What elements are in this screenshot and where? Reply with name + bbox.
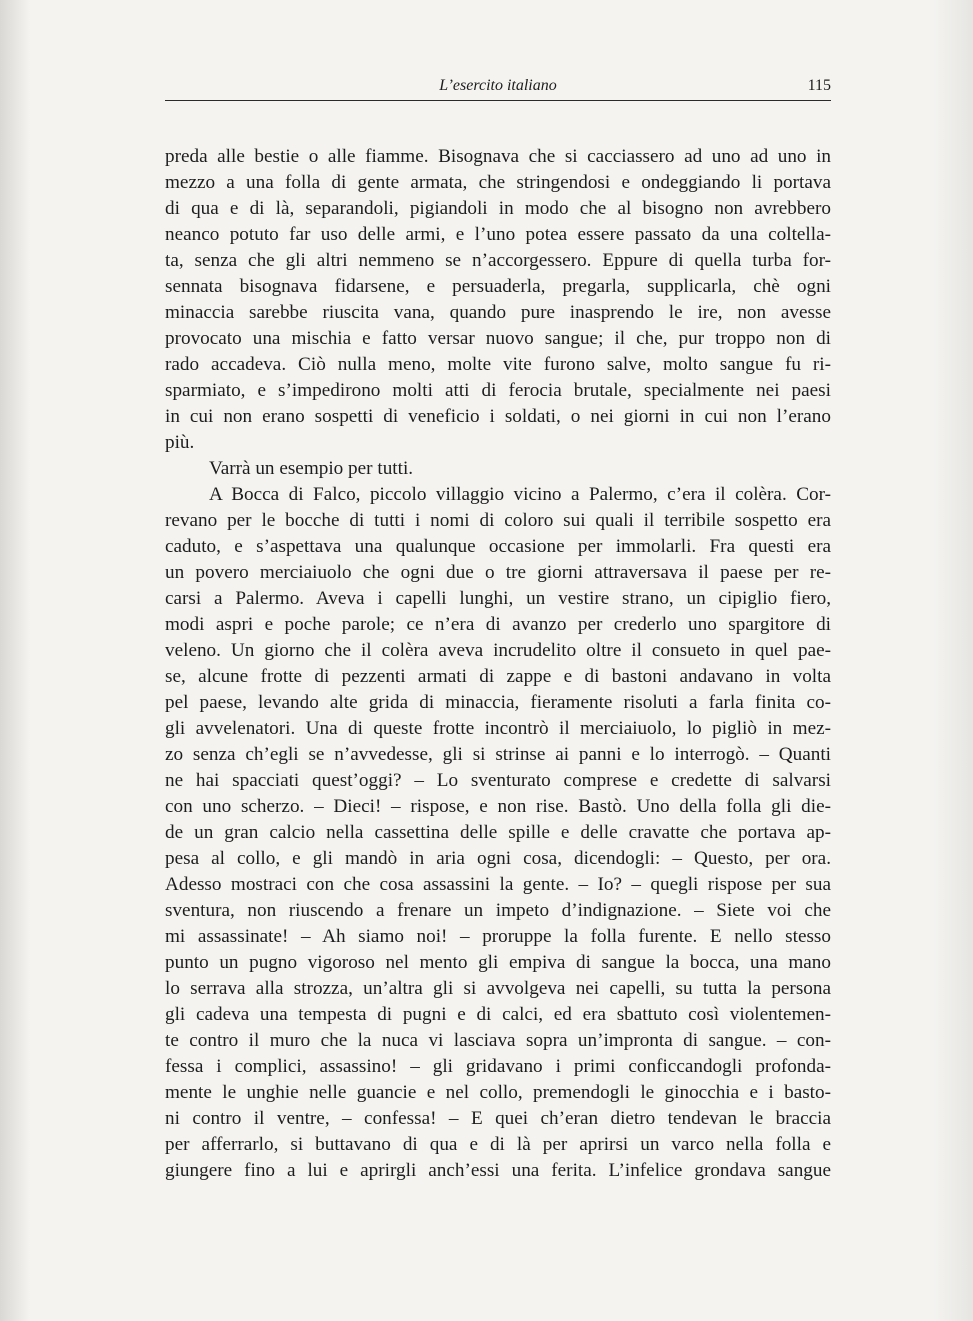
text-line: modi aspri e poche parole; ce n’era di avanzo per crederlo uno spargitore di [165,614,831,635]
text-line: neanco potuto far uso delle armi, e l’uno potea essere passato da una coltella- [165,224,831,245]
text-line: revano per le bocche di tutti i nomi di coloro sui quali il terribile sospetto era [165,510,831,531]
paragraph [165,482,831,1184]
text-line: punto un pugno vigoroso nel mento gli empiva di sangue la bocca, una mano [165,952,831,973]
text-line: te contro il muro che la nuca vi lasciava sopra un’impronta di sangue. – con- [165,1030,831,1051]
text-line: minaccia sarebbe riuscita vana, quando pure inasprendo le ire, non avesse [165,302,831,323]
text-line: ne hai spacciati quest’oggi? – Lo sventurato comprese e credette di salvarsi [165,770,831,791]
running-title: L’esercito italiano [439,77,557,94]
paragraph [165,456,831,482]
text-line: lo serrava alla strozza, un’altra gli si avvolgeva nei capelli, su tutta la persona [165,978,831,999]
text-line: rado accadeva. Ciò nulla meno, molte vite furono salve, molto sangue fu ri- [165,354,831,375]
text-line: con uno scherzo. – Dieci! – rispose, e non rise. Bastò. Uno della folla gli die- [165,796,831,817]
text-line: caduto, e s’aspettava una qualunque occasione per immolarli. Fra questi era [165,536,831,557]
text-line: zo senza ch’egli se n’avvedesse, gli si strinse ai panni e lo interrogò. – Quanti [165,744,831,765]
text-line: mi assassinate! – Ah siamo noi! – proruppe la folla furente. E nello stesso [165,926,831,947]
page-header [165,76,831,101]
text-line: veleno. Un giorno che il colèra aveva incrudelito oltre il consueto in quel pae- [165,640,831,661]
text-line: un povero merciaiuolo che ogni due o tre giorni attraversava il paese per re- [165,562,831,583]
page-edge-shadow-left [0,0,30,1321]
text-line: per afferrarlo, si buttavano di qua e di là per aprirsi un varco nella folla e [165,1134,831,1155]
text-line: sparmiato, e s’impedirono molti atti di ferocia brutale, specialmente nei paesi [165,380,831,401]
text-line: pesa al collo, e gli mandò in aria ogni cosa, dicendogli: – Questo, per ora. [165,848,831,869]
text-line: se, alcune frotte di pezzenti armati di zappe e di bastoni andavano in volta [165,666,831,687]
text-line: Varrà un esempio per tutti. [209,458,414,479]
text-line: de un gran calcio nella cassettina delle spille e delle cravatte che portava ap- [165,822,831,843]
text-line: sventura, non riuscendo a frenare un impeto d’indignazione. – Siete voi che [165,900,831,921]
text-line: ta, senza che gli altri nemmeno se n’accorgessero. Eppure di quella turba for- [165,250,831,271]
text-line: preda alle bestie o alle fiamme. Bisognava che si cacciassero ad uno ad uno in [165,146,831,167]
text-line: gli avvelenatori. Una di queste frotte incontrò il merciaiuolo, lo pigliò in mez- [165,718,831,739]
text-line: in cui non erano sospetti di veneficio i soldati, o nei giorni in cui non l’erano [165,406,831,427]
paragraph [165,144,831,456]
text-line: carsi a Palermo. Aveva i capelli lunghi, un vestire strano, un cipiglio fiero, [165,588,831,609]
text-line: ni contro il ventre, – confessa! – E quei ch’eran dietro tendevan le braccia [165,1108,831,1129]
page-number: 115 [807,77,831,94]
page-edge-shadow-right [933,0,973,1321]
text-line: mente le unghie nelle guancie e nel collo, premendogli le ginocchia e i basto- [165,1082,831,1103]
text-line: mezzo a una folla di gente armata, che stringendosi e ondeggiando li portava [165,172,831,193]
text-line: più. [165,432,195,453]
text-line: provocato una mischia e fatto versar nuovo sangue; il che, pur troppo non di [165,328,831,349]
text-line: giungere fino a lui e aprirgli anch’essi una ferita. L’infelice grondava sangue [165,1160,831,1181]
text-line: gli cadeva una tempesta di pugni e di calci, ed era sbattuto così violentemen- [165,1004,831,1025]
text-line: pel paese, levando alte grida di minaccia, fieramente risoluti a farla finita co- [165,692,831,713]
text-line: Adesso mostraci con che cosa assassini la gente. – Io? – quegli rispose per sua [165,874,831,895]
text-line: di qua e di là, separandoli, pigiandoli in modo che al bisogno non avrebbero [165,198,831,219]
text-line: fessa i complici, assassino! – gli gridavano i primi conficcandogli profonda- [165,1056,831,1077]
body-text [165,144,831,1184]
text-line: sennata bisognava fidarsene, e persuaderla, pregarla, supplicarla, chè ogni [165,276,831,297]
text-line: A Bocca di Falco, piccolo villaggio vicino a Palermo, c’era il colèra. Cor- [209,484,831,505]
